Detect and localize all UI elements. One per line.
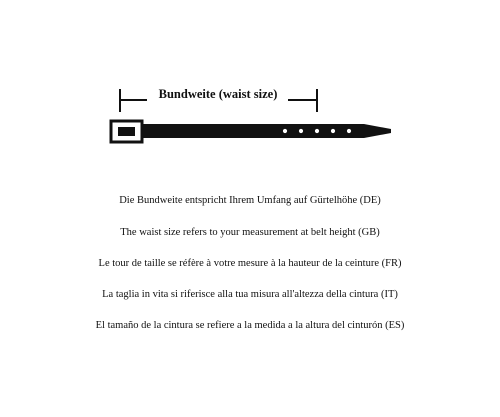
belt-hole	[347, 129, 351, 133]
buckle-icon	[111, 121, 142, 142]
belt-hole	[299, 129, 303, 133]
buckle-bar	[118, 127, 135, 136]
belt-strap	[140, 124, 391, 138]
caption-fr: Le tour de taille se réfère à votre mesure à la hauteur de la ceinture (FR)	[98, 258, 402, 269]
caption-gb: The waist size refers to your measurement at belt height (GB)	[120, 227, 380, 238]
belt-hole	[315, 129, 319, 133]
belt-icon	[140, 124, 391, 138]
caption-es: El tamaño de la cintura se refiere a la medida a la altura del cinturón (ES)	[95, 320, 405, 331]
caption-it: La taglia in vita si riferisce alla tua misura all'altezza della cintura (IT)	[102, 289, 398, 300]
measure-label: Bundweite (waist size)	[158, 87, 278, 101]
belt-hole	[283, 129, 287, 133]
caption-de: Die Bundweite entspricht Ihrem Umfang auf Gürtelhöhe (DE)	[119, 195, 381, 206]
belt-hole	[331, 129, 335, 133]
